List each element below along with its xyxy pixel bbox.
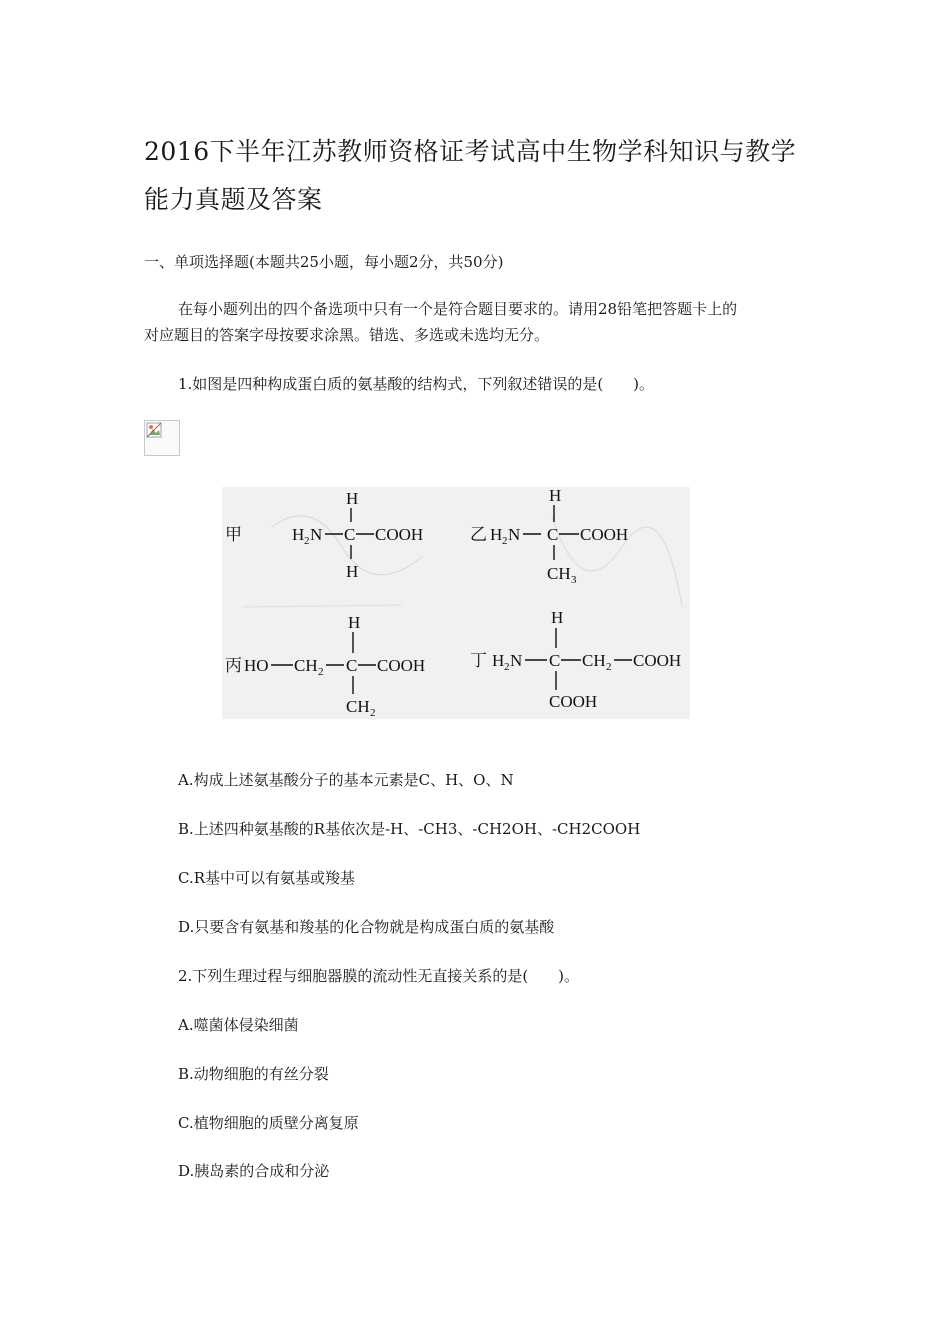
yi-COOH: COOH xyxy=(580,525,629,544)
ding-H2N-sub: 2 xyxy=(504,661,510,673)
instructions-line-2: 对应题目的答案字母按要求涂黑。错选、多选或未选均无分。 xyxy=(144,326,550,344)
label-ding: 丁 xyxy=(470,651,487,671)
ding-H2N-N: N xyxy=(510,651,523,670)
jia-COOH: COOH xyxy=(375,525,424,544)
yi-CH3-sub: 3 xyxy=(571,574,577,586)
q1-option-b: B.上述四种氨基酸的R基依次是-H、-CH3、-CH2OH、-CH2COOH xyxy=(178,820,641,838)
label-bing: 丙 xyxy=(225,656,242,676)
ding-COOH-bottom: COOH xyxy=(549,692,598,711)
question-1-stem: 1.如图是四种构成蛋白质的氨基酸的结构式，下列叙述错误的是( )。 xyxy=(178,375,655,393)
q1-option-a: A.构成上述氨基酸分子的基本元素是C、H、O、N xyxy=(178,771,514,789)
ding-COOH-right: COOH xyxy=(633,651,682,670)
jia-top-H: H xyxy=(346,489,359,508)
q2-option-a: A.噬菌体侵染细菌 xyxy=(178,1016,299,1034)
jia-bottom-H: H xyxy=(346,562,359,581)
ding-H2N-H: H xyxy=(492,651,505,670)
ding-CH: CH xyxy=(582,651,606,670)
bing-CH: CH xyxy=(294,656,318,675)
bing-CH2-bottom-sub: 2 xyxy=(370,707,376,719)
bing-HO: HO xyxy=(244,656,269,675)
yi-H2N-N: N xyxy=(508,525,521,544)
yi-CH: CH xyxy=(547,564,571,583)
yi-H2N-sub: 2 xyxy=(502,535,508,547)
jia-C: C xyxy=(344,525,356,544)
section-heading: 一、单项选择题(本题共25小题，每小题2分，共50分) xyxy=(144,253,504,271)
instructions-line-1: 在每小题列出的四个备选项中只有一个是符合题目要求的。请用28铅笔把答题卡上的 xyxy=(178,300,738,318)
amino-acid-structures-svg xyxy=(222,487,690,719)
q2-option-c: C.植物细胞的质壁分离复原 xyxy=(178,1114,359,1132)
question-2-stem: 2.下列生理过程与细胞器膜的流动性无直接关系的是( )。 xyxy=(178,967,580,985)
label-jia: 甲 xyxy=(225,525,242,545)
ding-C: C xyxy=(549,651,561,670)
broken-image-icon xyxy=(144,420,180,456)
ding-top-H: H xyxy=(551,608,564,627)
q2-option-b: B.动物细胞的有丝分裂 xyxy=(178,1065,329,1083)
bing-CH2-sub: 2 xyxy=(318,666,324,678)
bing-C: C xyxy=(346,656,358,675)
amino-acid-structure-figure xyxy=(222,487,690,719)
document-title-line-2: 能力真题及答案 xyxy=(144,185,323,214)
jia-H2N-N: N xyxy=(310,525,323,544)
q1-option-c: C.R基中可以有氨基或羧基 xyxy=(178,869,356,887)
ding-CH2-sub: 2 xyxy=(606,661,612,673)
q2-option-d: D.胰岛素的合成和分泌 xyxy=(178,1162,330,1180)
yi-top-H: H xyxy=(549,487,562,505)
bing-CH2-bottom: CH xyxy=(346,697,370,716)
q1-option-d: D.只要含有氨基和羧基的化合物就是构成蛋白质的氨基酸 xyxy=(178,918,555,936)
yi-H2N-H: H xyxy=(490,525,503,544)
bing-top-H: H xyxy=(348,613,361,632)
label-yi: 乙 xyxy=(470,525,487,545)
jia-H2N-H: H xyxy=(292,525,305,544)
jia-H2N-sub: 2 xyxy=(304,535,310,547)
bing-COOH: COOH xyxy=(377,656,426,675)
document-title-line-1: 2016下半年江苏教师资格证考试高中生物学科知识与教学 xyxy=(144,137,797,166)
yi-C: C xyxy=(547,525,559,544)
